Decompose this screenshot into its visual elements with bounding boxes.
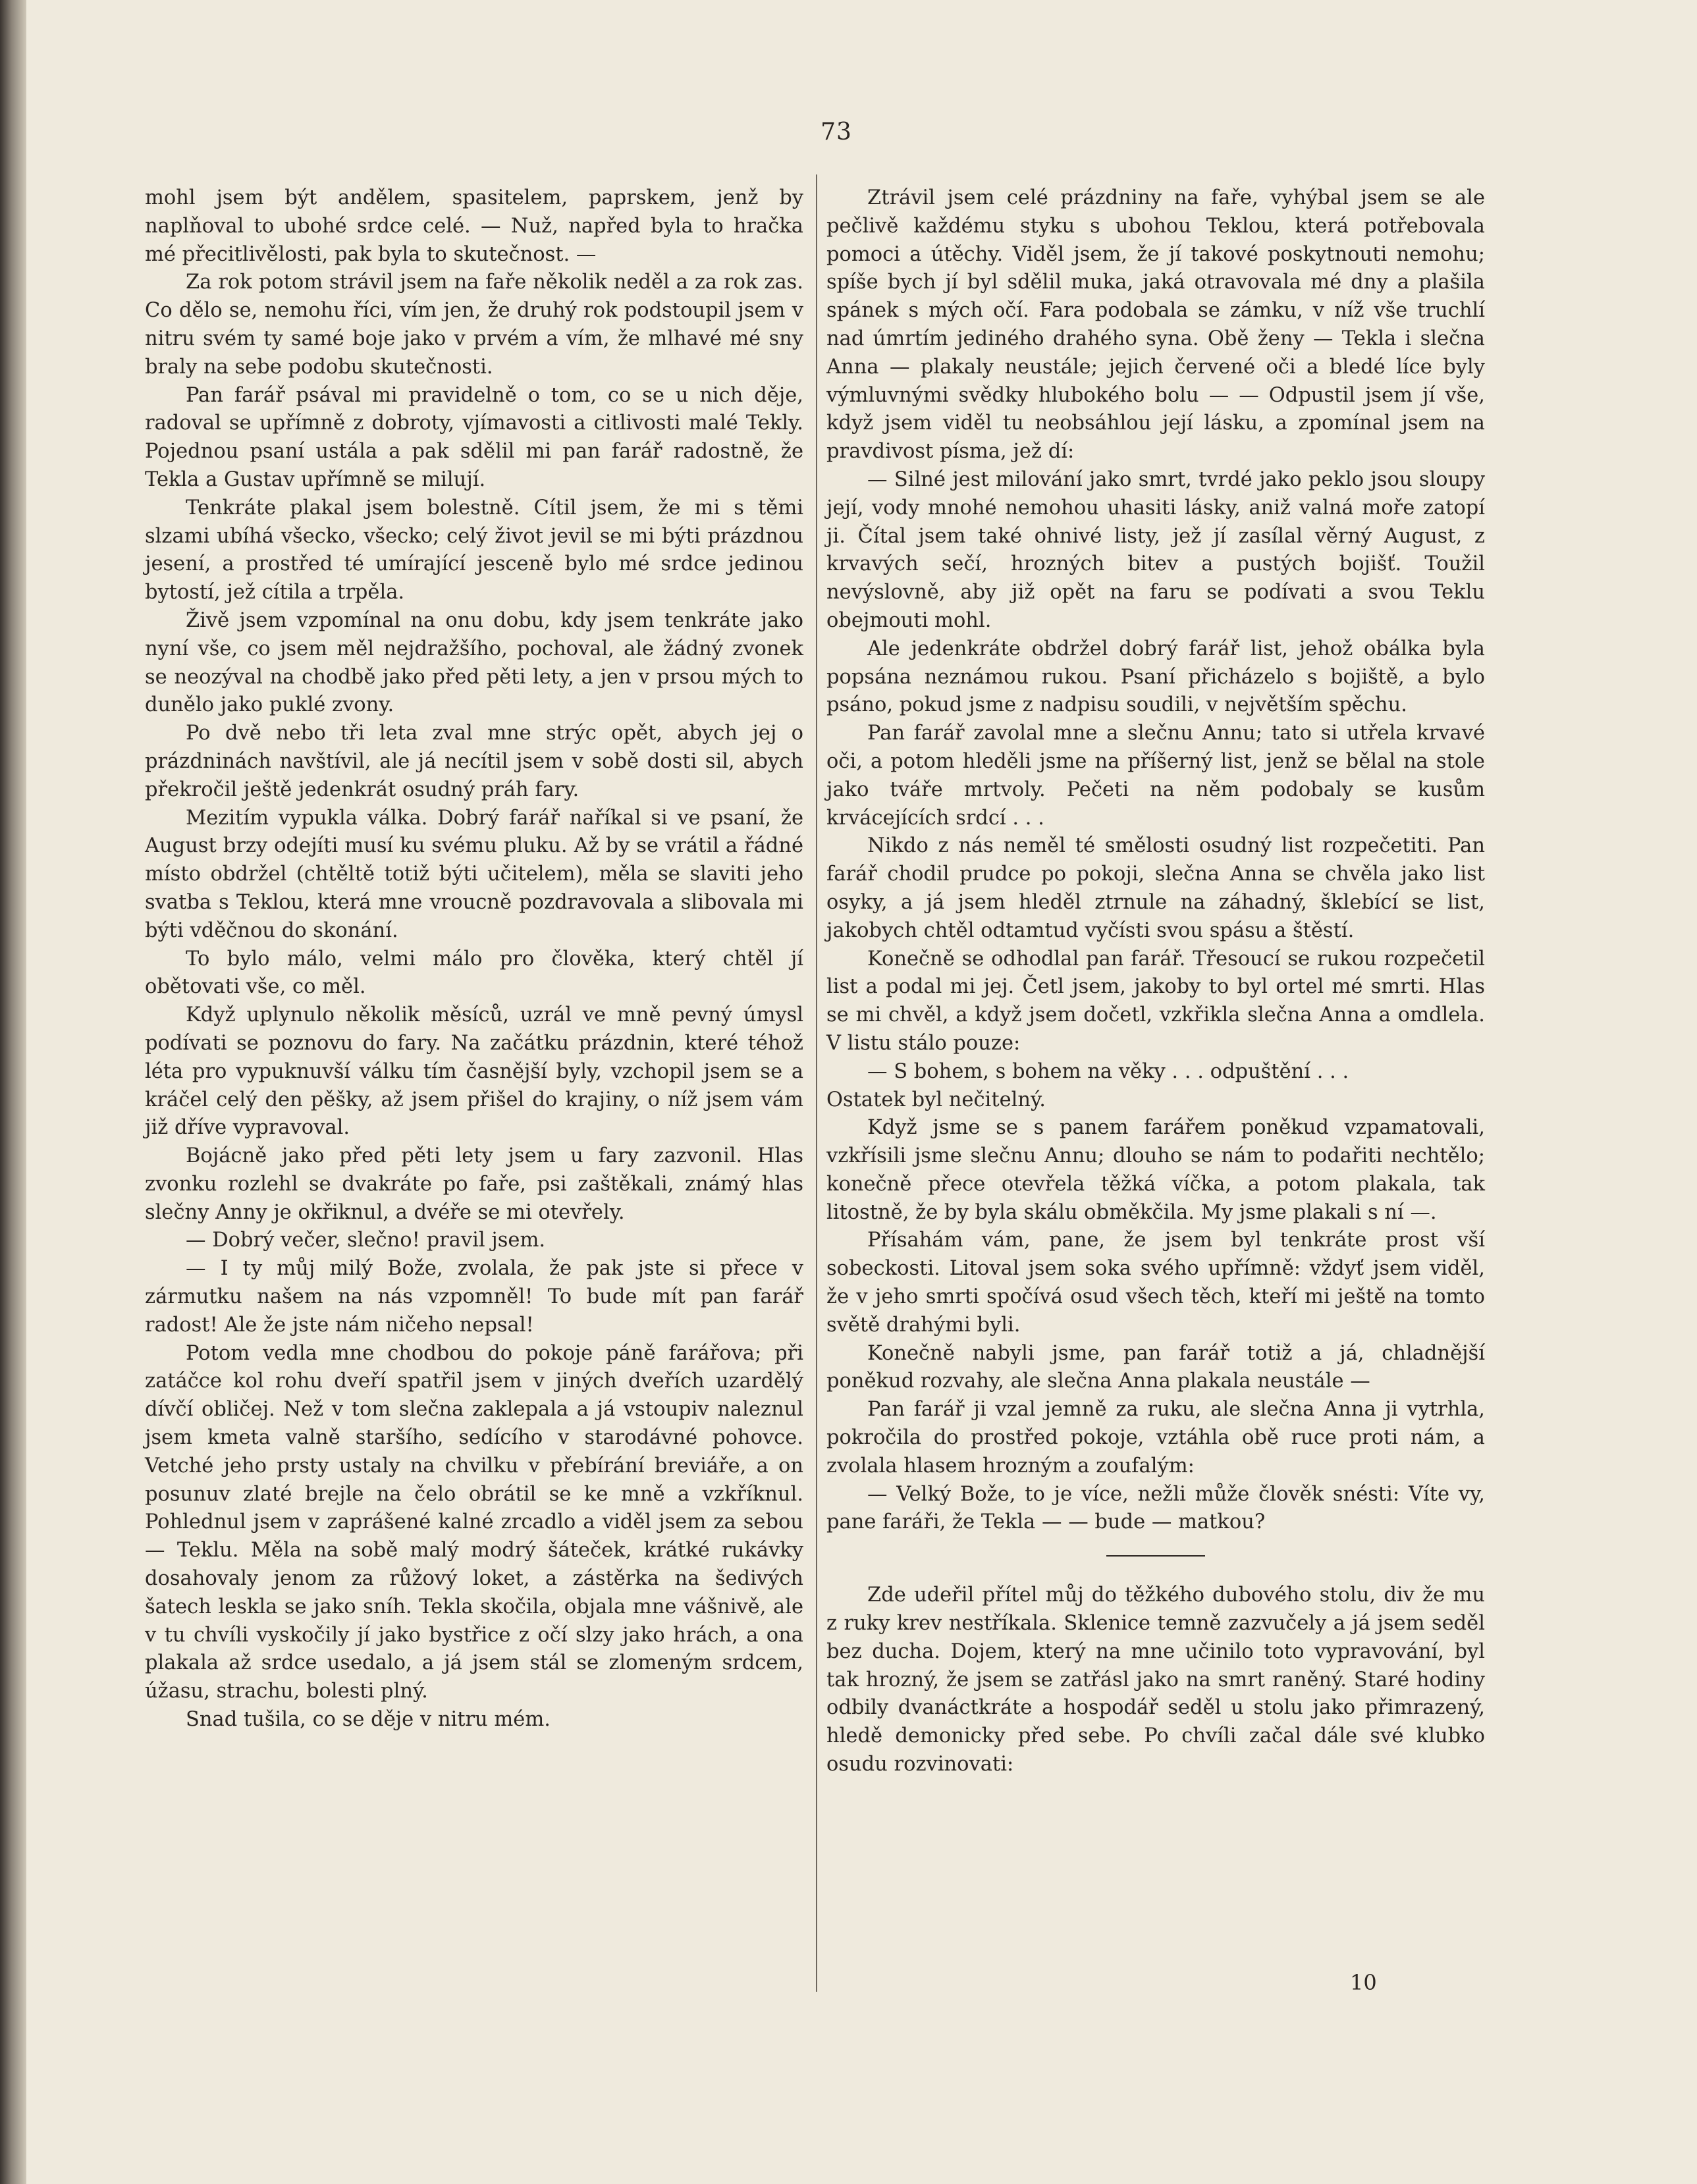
paragraph: Za rok potom strávil jsem na faře několik neděl a za rok zas. Co dělo se, nemohu říci, vím jen, že druhý rok podstoupil jsem v nitru svém ty samé boje jako v prvém a vím, že mlhavé mé sny braly na sebe podobu skutečnosti. bbox=[145, 271, 803, 379]
right-column-bottom-section bbox=[826, 1582, 1485, 1779]
paragraph: Bojácně jako před pěti lety jsem u fary zazvonil. Hlas zvonku rozlehl se dvakráte po faře, psi zaštěkali, známý hlas slečny Anny je okřiknul, a dvéře se mi otevřely. bbox=[145, 1144, 803, 1224]
paragraph: Konečně nabyli jsme, pan farář totiž a já, chladnější poněkud rozvahy, ale slečna Anna plakala neustále — bbox=[826, 1341, 1485, 1393]
book-page bbox=[26, 0, 1697, 2184]
paragraph: Ostatek byl nečitelný. bbox=[826, 1088, 1046, 1111]
paragraph: Ale jedenkráte obdržel dobrý farář list, jehož obálka byla popsána neznámou rukou. Psaní přicházelo s bojiště, a bylo psáno, pokud jsme z nadpisu soudili, v největším spěchu. bbox=[826, 637, 1485, 717]
paragraph: To bylo málo, velmi málo pro člověka, který chtěl jí obětovati vše, co měl. bbox=[145, 947, 803, 999]
paragraph: Nikdo z nás neměl té smělosti osudný list rozpečetiti. Pan farář chodil prudce po pokoji, slečna Anna se chvěla jako list osyky, a já jsem hleděl ztrnule na záhadný, šklebící se list, jakobych chtěl odtamtud vyčísti svou spásu a štěstí. bbox=[826, 834, 1485, 942]
paragraph: Když uplynulo několik měsíců, uzrál ve mně pevný úmysl podívati se poznovu do fary. Na začátku prázdnin, které téhož léta pro vypuknuvší válku tím časnější byly, vzchopil jsem se a kráčel celý den pěšky, až jsem přišel do krajiny, o níž jsem vám již dříve vypravoval. bbox=[145, 1003, 803, 1140]
section-divider bbox=[1106, 1555, 1205, 1557]
paragraph: Mezitím vypukla válka. Dobrý farář naříkal si ve psaní, že August brzy odejíti musí ku svému pluku. Až by se vrátil a řádné místo obdržel (chtěltě totiž býti učitelem), měla se slaviti jeho svatba s Teklou, která mne vroucně pozdravovala a slibovala mi býti vděčnou do skonání. bbox=[145, 806, 803, 942]
right-column-top-section bbox=[826, 184, 1485, 1537]
paragraph: — I ty můj milý Bože, zvolala, že pak jste si přece v zármutku našem na nás vzpomněl! To bude mít pan farář radost! Ale že jste nám ničeho nepsal! bbox=[145, 1257, 803, 1337]
paragraph: Pan farář psával mi pravidelně o tom, co se u nich děje, radoval se upřímně z dobroty, vjímavosti a citlivosti malé Tekly. Pojednou psaní ustála a pak sdělil mi pan farář radostně, že Tekla a Gustav upřímně se milují. bbox=[145, 383, 803, 491]
page-number: 73 bbox=[821, 119, 852, 146]
paragraph: — Velký Bože, to je více, nežli může člověk snésti: Víte vy, pane faráři, že Tekla — — bude — matkou? bbox=[826, 1482, 1485, 1534]
paragraph: Zde udeřil přítel můj do těžkého dubového stolu, div že mu z ruky krev nestříkala. Sklenice temně zazvučely a já jsem seděl bez ducha. Dojem, který na mne učinilo toto vypravování, byl tak hrozný, že jsem se zatřásl jako na smrt raněný. Staré hodiny odbily dvanáctkráte a hospodář seděl u stolu jako přimrazený, hledě demonicky před sebe. Po chvíli začal dále své klubko osudu rozvinovati: bbox=[826, 1584, 1485, 1776]
paragraph: Pan farář ji vzal jemně za ruku, ale slečna Anna ji vytrhla, pokročila do prostřed pokoje, vztáhla obě ruce proti nám, a zvolala hlasem hrozným a zoufalým: bbox=[826, 1398, 1485, 1478]
paragraph: Přísahám vám, pane, že jsem byl tenkráte prost vší sobeckosti. Litoval jsem soka svého upřímně: vždyť jsem viděl, že v jeho smrti spočívá osud všech těch, kteří mi ještě na tomto světě drahými byli. bbox=[826, 1229, 1485, 1337]
paragraph: — Silné jest milování jako smrt, tvrdé jako peklo jsou sloupy její, vody mnohé nemohou uhasiti lásky, aniž valná moře zatopí ji. Čítal jsem také ohnivé listy, jež jí zasílal věrný August, z krvavých sečí, hrozných bitev a pustých bojišť. Toužil nevýslovně, aby již opět na faru se podívati a svou Teklu obejmouti mohl. bbox=[826, 467, 1485, 632]
paragraph: Potom vedla mne chodbou do pokoje páně farářova; při zatáčce kol rohu dveří spatřil jsem v jiných dveřích uzardělý dívčí obličej. Než v tom slečna zaklepala a já vstoupiv naleznul jsem kmeta valně staršího, sedícího v starodávné pohovce. Vetché jeho prsty ustaly na chvilku v přebírání breviáře, a on posunuv zlaté brejle na čelo obrátil se ke mně a vzkříknul. Pohlednul jsem v zaprášené kalné zrcadlo a viděl jsem za sebou — Teklu. Měla na sobě malý modrý šáteček, krátké rukávky dosahovaly jenom za růžový loket, a zástěrka na šedivých šatech leskla se jako sníh. Tekla skočila, objala mne vášnivě, ale v tu chvíli vyskočily jí jako bystřice z očí slzy jako hrách, a ona plakala až srdce usedalo, a já jsem stál se zlomeným srdcem, úžasu, strachu, bolesti plný. bbox=[145, 1341, 803, 1703]
paragraph: Po dvě nebo tři leta zval mne strýc opět, abych jej o prázdninách navštívil, ale já necítil jsem v sobě dosti sil, abych překročil ještě jedenkrát osudný práh fary. bbox=[145, 722, 803, 801]
paragraph: — Dobrý večer, slečno! pravil jsem. bbox=[186, 1229, 546, 1252]
paragraph: Když jsme se s panem farářem poněkud vzpamatovali, vzkřísili jsme slečnu Annu; dlouho se nám to podařiti nechtělo; konečně přece otevřela těžká víčka, a potom plakala, tak litostně, že by byla skálu obměkčila. My jsme plakali s ní —. bbox=[826, 1116, 1485, 1224]
paragraph: Snad tušila, co se děje v nitru mém. bbox=[186, 1708, 551, 1732]
right-text-column bbox=[826, 184, 1485, 1779]
column-divider bbox=[816, 174, 817, 1992]
printer-signature-mark: 10 bbox=[1350, 1970, 1377, 1995]
paragraph: Ztrávil jsem celé prázdniny na faře, vyhýbal jsem se ale pečlivě každému styku s ubohou Teklou, která potřebovala pomoci a útěchy. Viděl jsem, že jí takové poskytnouti nemohu; spíše bych jí byl sdělil muka, jaká otravovala mé dny a plašila spánek s mých očí. Fara podobala se zámku, v níž vše truchlí nad úmrtím jediného drahého syna. Obě ženy — Tekla i slečna Anna — plakaly neustále; jejich červené oči a bledé líce byly výmluvnými svědky hlubokého bolu — — Odpustil jsem jí vše, když jsem viděl tu neobsáhlou její lásku, a zpomínal jsem na pravdivost písma, jež dí: bbox=[826, 186, 1485, 464]
paragraph: Živě jsem vzpomínal na onu dobu, kdy jsem tenkráte jako nyní vše, co jsem měl nejdražšího, pochoval, ale žádný zvonek se neozýval na chodbě jako před pěti lety, a jen v prsou mých to dunělo jako puklé zvony. bbox=[145, 608, 803, 717]
paragraph: — S bohem, s bohem na věky . . . odpuštění . . . bbox=[867, 1059, 1349, 1083]
paragraph: Pan farář zavolal mne a slečnu Annu; tato si utřela krvavé oči, a potom hleděli jsme na příšerný list, jenž se bělal na stole jako tváře mrtvoly. Pečeti na něm podobaly se kusům krvácejících srdcí . . . bbox=[826, 722, 1485, 830]
paragraph: Tenkráte plakal jsem bolestně. Cítil jsem, že mi s těmi slzami ubíhá všecko, všecko; celý život jevil se mi býti prázdnou jesení, a prostřed té umírající jesceně bylo mé srdce jedinou bytostí, jež cítila a trpěla. bbox=[145, 496, 803, 604]
paragraph: Konečně se odhodlal pan farář. Třesoucí se rukou rozpečetil list a podal mi jej. Četl jsem, jakoby to byl ortel mé smrti. Hlas se mi chvěl, a když jsem dočetl, vzkřikla slečna Anna a omdlela. V listu stálo pouze: bbox=[826, 947, 1485, 1055]
left-text-column bbox=[145, 184, 803, 1734]
paragraph: mohl jsem být andělem, spasitelem, paprskem, jenž by naplňoval to ubohé srdce celé. — Nuž, napřed byla to hračka mé přecitlivělosti, pak byla to skutečnost. — bbox=[145, 186, 803, 266]
